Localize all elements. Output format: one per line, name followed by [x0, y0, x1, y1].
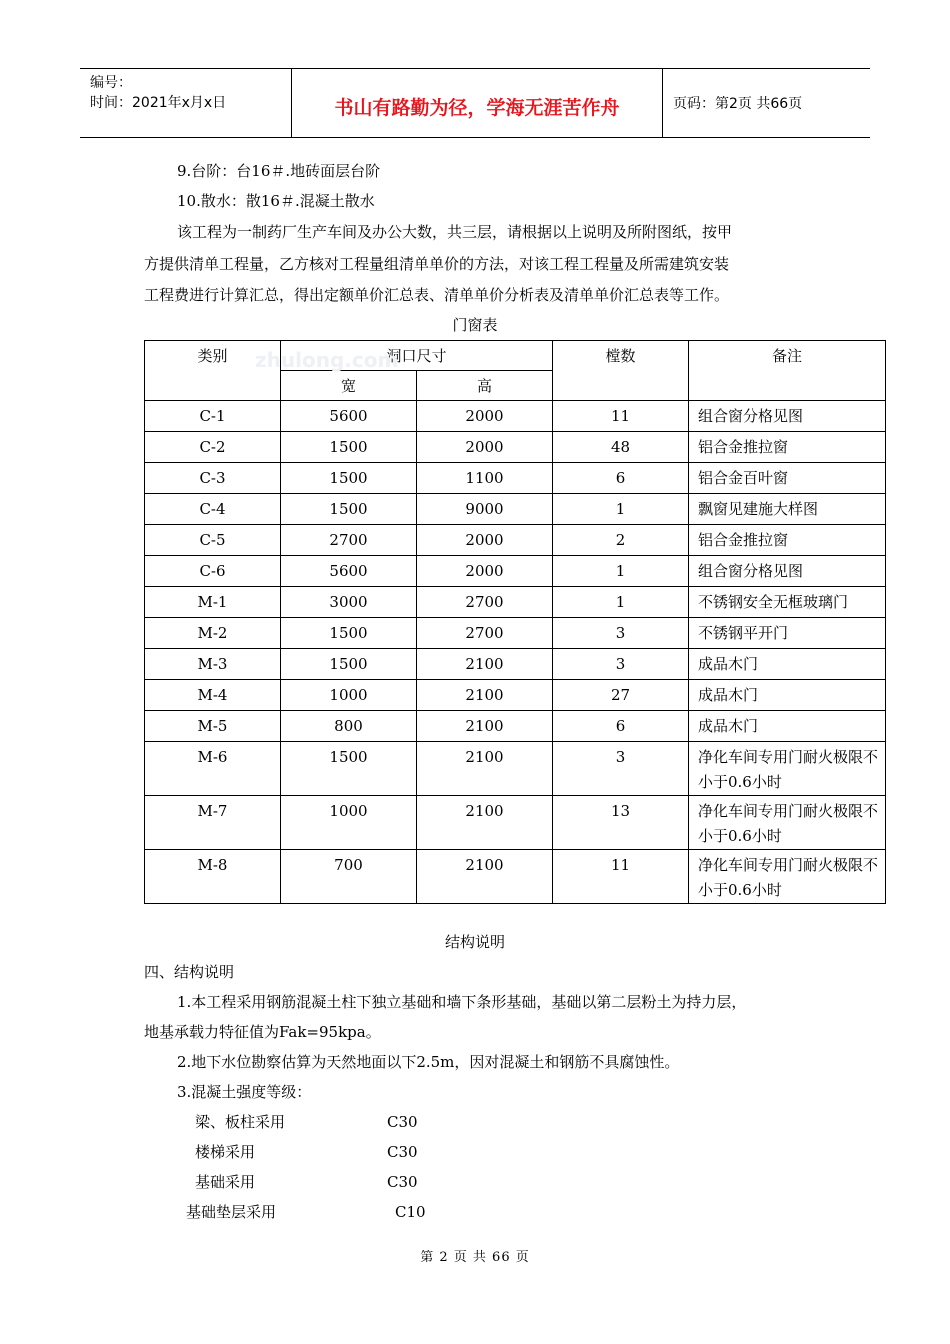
structure-paragraph-3: 3.混凝土强度等级： [177, 1083, 312, 1101]
structure-paragraph-1-line-1: 1.本工程采用钢筋混凝土柱下独立基础和墙下条形基础，基础以第二层粉土为持力层， [177, 993, 747, 1011]
grade-label: 基础垫层采用 [186, 1203, 277, 1221]
header-note: 备注 [689, 341, 886, 401]
cell-count: 2 [553, 525, 689, 556]
cell-type: M-1 [145, 587, 281, 618]
cell-height: 1100 [417, 463, 553, 494]
table-row [145, 742, 886, 796]
cell-note: 成品木门 [689, 680, 886, 711]
cell-count: 11 [553, 850, 689, 904]
table-row [145, 711, 886, 742]
table-row [145, 525, 886, 556]
intro-line-1: 9.台阶：台16＃.地砖面层台阶 [177, 162, 381, 180]
cell-width: 800 [281, 711, 417, 742]
cell-height: 2100 [417, 711, 553, 742]
cell-width: 5600 [281, 556, 417, 587]
cell-count: 1 [553, 556, 689, 587]
table-row [145, 850, 886, 904]
cell-height: 2000 [417, 525, 553, 556]
cell-height: 9000 [417, 494, 553, 525]
cell-width: 3000 [281, 587, 417, 618]
cell-note: 组合窗分格见图 [689, 556, 886, 587]
grade-label: 梁、板柱采用 [195, 1113, 286, 1131]
structure-paragraph-2: 2.地下水位勘察估算为天然地面以下2.5m，因对混凝土和钢筋不具腐蚀性。 [177, 1053, 680, 1071]
intro-line-3: 该工程为一制药厂生产车间及办公大数，共三层，请根据以上说明及所附图纸，按甲 [177, 223, 733, 241]
cell-height: 2700 [417, 618, 553, 649]
header-width: 宽 [281, 371, 417, 401]
cell-note: 铝合金百叶窗 [689, 463, 886, 494]
cell-count: 1 [553, 494, 689, 525]
cell-note: 净化车间专用门耐火极限不小于0.6小时 [689, 850, 886, 904]
cell-count: 13 [553, 796, 689, 850]
table-row [145, 649, 886, 680]
cell-type: M-2 [145, 618, 281, 649]
grade-label: 楼梯采用 [195, 1143, 256, 1161]
header-height: 高 [417, 371, 553, 401]
table-body [145, 401, 886, 904]
intro-line-4: 方提供清单工程量，乙方核对工程量组清单单价的方法，对该工程工程量及所需建筑安装 [144, 255, 730, 273]
grade-value: C30 [387, 1113, 418, 1131]
cell-count: 6 [553, 711, 689, 742]
cell-type: M-7 [145, 796, 281, 850]
intro-line-5: 工程费进行计算汇总，得出定额单价汇总表、清单单价分析表及清单单价汇总表等工作。 [144, 286, 730, 304]
code-label: 编号： [90, 75, 132, 91]
cell-count: 6 [553, 463, 689, 494]
cell-type: C-3 [145, 463, 281, 494]
header-count: 樘数 [553, 341, 689, 401]
watermark: zhulong.com [255, 348, 399, 372]
structure-title: 结构说明 [444, 933, 505, 951]
grade-label: 基础采用 [195, 1173, 256, 1191]
table-row [145, 494, 886, 525]
cell-width: 1500 [281, 742, 417, 796]
cell-height: 2000 [417, 401, 553, 432]
cell-width: 1500 [281, 494, 417, 525]
cell-note: 成品木门 [689, 711, 886, 742]
header-opening-size: 洞口尺寸 [281, 341, 553, 371]
cell-width: 1000 [281, 680, 417, 711]
page-footer: 第 2 页 共 66 页 [420, 1250, 530, 1265]
cell-width: 700 [281, 850, 417, 904]
cell-type: C-5 [145, 525, 281, 556]
cell-note: 不锈钢平开门 [689, 618, 886, 649]
cell-count: 3 [553, 742, 689, 796]
cell-count: 3 [553, 649, 689, 680]
cell-count: 3 [553, 618, 689, 649]
cell-width: 1500 [281, 618, 417, 649]
cell-note: 飘窗见建施大样图 [689, 494, 886, 525]
table-row [145, 587, 886, 618]
cell-height: 2100 [417, 850, 553, 904]
table-row [145, 401, 886, 432]
table-row [145, 680, 886, 711]
cell-width: 2700 [281, 525, 417, 556]
cell-height: 2000 [417, 556, 553, 587]
cell-width: 1500 [281, 463, 417, 494]
cell-height: 2100 [417, 796, 553, 850]
cell-note: 铝合金推拉窗 [689, 525, 886, 556]
cell-width: 1500 [281, 649, 417, 680]
cell-type: M-3 [145, 649, 281, 680]
door-window-table [144, 340, 886, 904]
cell-note: 成品木门 [689, 649, 886, 680]
table-row [145, 796, 886, 850]
cell-height: 2100 [417, 742, 553, 796]
cell-width: 1500 [281, 432, 417, 463]
cell-type: M-5 [145, 711, 281, 742]
table-row [145, 618, 886, 649]
table-row [145, 463, 886, 494]
cell-type: M-6 [145, 742, 281, 796]
cell-note: 组合窗分格见图 [689, 401, 886, 432]
structure-paragraph-1-line-2: 地基承载力特征值为Fak=95kpa。 [144, 1023, 381, 1041]
table-title: 门窗表 [452, 316, 498, 334]
header-meta [80, 69, 292, 137]
cell-type: C-1 [145, 401, 281, 432]
cell-type: C-2 [145, 432, 281, 463]
header-page-number: 页码：第2页 共66页 [673, 96, 803, 112]
cell-height: 2000 [417, 432, 553, 463]
table-row [145, 432, 886, 463]
cell-note: 净化车间专用门耐火极限不小于0.6小时 [689, 796, 886, 850]
cell-height: 2100 [417, 649, 553, 680]
cell-count: 1 [553, 587, 689, 618]
cell-count: 27 [553, 680, 689, 711]
grade-value: C30 [387, 1173, 418, 1191]
cell-count: 11 [553, 401, 689, 432]
cell-note: 不锈钢安全无框玻璃门 [689, 587, 886, 618]
table-row [145, 556, 886, 587]
date-label: 时间：2021年x月x日 [90, 95, 227, 111]
cell-count: 48 [553, 432, 689, 463]
cell-height: 2100 [417, 680, 553, 711]
grade-value: C30 [387, 1143, 418, 1161]
cell-note: 净化车间专用门耐火极限不小于0.6小时 [689, 742, 886, 796]
cell-type: M-4 [145, 680, 281, 711]
cell-width: 1000 [281, 796, 417, 850]
cell-type: C-4 [145, 494, 281, 525]
header-motto: 书山有路勤为径，学海无涯苦作舟 [292, 69, 663, 137]
structure-section-heading: 四、结构说明 [144, 963, 235, 981]
cell-width: 5600 [281, 401, 417, 432]
header-type: 类别 [145, 341, 281, 401]
cell-note: 铝合金推拉窗 [689, 432, 886, 463]
grade-value: C10 [395, 1203, 426, 1221]
cell-height: 2700 [417, 587, 553, 618]
cell-type: C-6 [145, 556, 281, 587]
cell-type: M-8 [145, 850, 281, 904]
page-header [80, 68, 870, 138]
intro-line-2: 10.散水：散16＃.混凝土散水 [177, 192, 375, 210]
